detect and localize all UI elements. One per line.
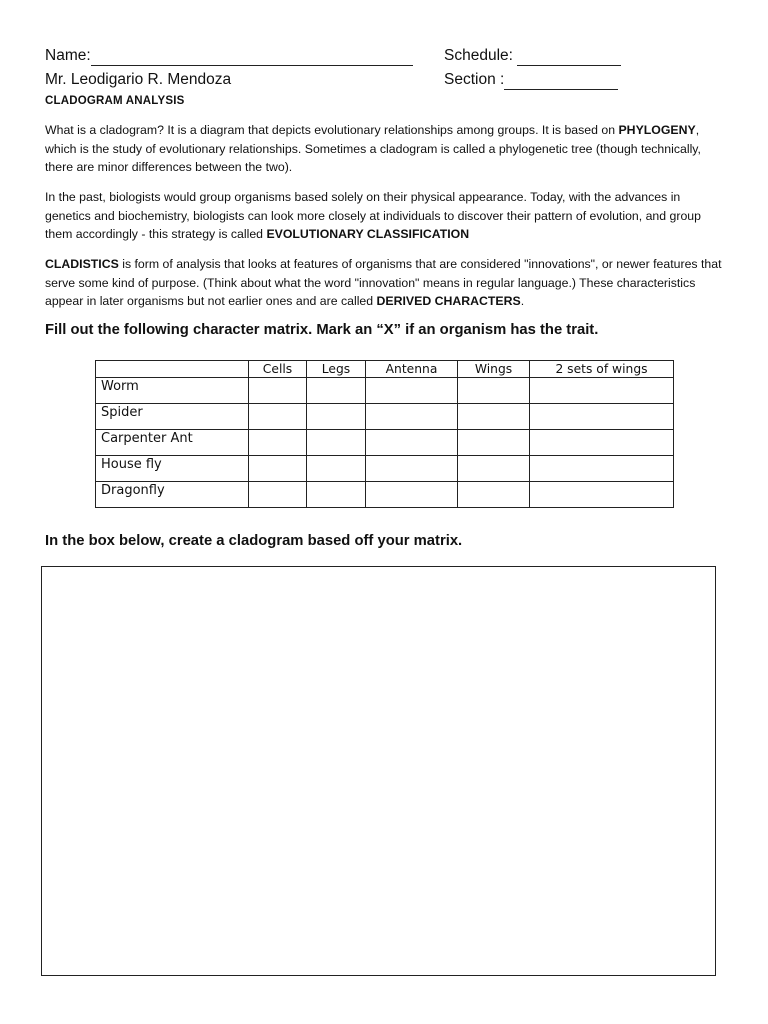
paragraph-cladogram — [45, 121, 725, 177]
matrix-cell[interactable] — [530, 378, 674, 404]
matrix-cell[interactable] — [530, 404, 674, 430]
organism-spider: Spider — [96, 404, 249, 430]
organism-dragonfly: Dragonfly — [96, 482, 249, 508]
p1-text-a: What is a cladogram? It is a diagram that depicts evolutionary relationships among groups. It is based on — [45, 123, 619, 137]
paragraph-cladistics — [45, 255, 725, 311]
p3-text-d: . — [520, 294, 525, 308]
term-cladistics: CLADISTICS — [45, 257, 119, 271]
term-evolutionary-classification: EVOLUTIONARY CLASSIFICATION — [266, 227, 470, 241]
matrix-cell[interactable] — [366, 482, 458, 508]
table-row — [96, 456, 674, 482]
matrix-cell[interactable] — [249, 430, 307, 456]
matrix-cell[interactable] — [249, 456, 307, 482]
matrix-header-row — [96, 361, 674, 378]
term-derived-characters: DERIVED CHARACTERS — [376, 294, 521, 308]
matrix-cell[interactable] — [458, 456, 530, 482]
matrix-header-cells: Cells — [249, 361, 307, 378]
table-row — [96, 482, 674, 508]
section-field[interactable] — [504, 71, 618, 90]
organism-carpenter-ant: Carpenter Ant — [96, 430, 249, 456]
table-row — [96, 404, 674, 430]
matrix-cell[interactable] — [530, 456, 674, 482]
table-row — [96, 430, 674, 456]
matrix-cell[interactable] — [366, 404, 458, 430]
matrix-cell[interactable] — [458, 404, 530, 430]
p3-text-b: is form of analysis that looks at features of organisms that are considered "innovations", or newer features that serve some kind of purpose. (Think about what the word "innovation" means in regular language.) These characteristics appear in later organisms but not earlier ones and are called — [45, 257, 722, 308]
matrix-cell[interactable] — [366, 378, 458, 404]
matrix-instruction: Fill out the following character matrix. Mark an “X” if an organism has the trait. — [45, 322, 599, 338]
matrix-cell[interactable] — [366, 430, 458, 456]
section-line — [444, 71, 618, 90]
name-label: Name: — [45, 47, 91, 64]
organism-worm: Worm — [96, 378, 249, 404]
organism-house-fly: House fly — [96, 456, 249, 482]
table-row — [96, 378, 674, 404]
matrix-cell[interactable] — [458, 430, 530, 456]
schedule-label: Schedule: — [444, 47, 513, 64]
matrix-cell[interactable] — [249, 378, 307, 404]
matrix-cell[interactable] — [530, 430, 674, 456]
schedule-field[interactable] — [517, 47, 621, 66]
p2-text-a: In the past, biologists would group organisms based solely on their physical appearance. Today, with the advances in genetics and biochemistry, biologists can look more closely at individuals to discover their pattern of evolution, and group them accordingly - this strategy is called — [45, 190, 701, 241]
matrix-header-blank — [96, 361, 249, 378]
teacher-name: Mr. Leodigario R. Mendoza — [45, 71, 232, 88]
character-matrix — [95, 360, 674, 508]
matrix-cell[interactable] — [530, 482, 674, 508]
cladogram-instruction: In the box below, create a cladogram based off your matrix. — [45, 533, 463, 549]
worksheet-title: CLADOGRAM ANALYSIS — [45, 95, 185, 107]
matrix-cell[interactable] — [458, 378, 530, 404]
section-label: Section : — [444, 71, 505, 88]
cladogram-drawing-box[interactable] — [41, 566, 716, 976]
matrix-header-legs: Legs — [307, 361, 366, 378]
name-line — [45, 47, 413, 66]
term-phylogeny: PHYLOGENY — [618, 123, 696, 137]
matrix-cell[interactable] — [307, 378, 366, 404]
matrix-header-wings: Wings — [458, 361, 530, 378]
matrix-header-antenna: Antenna — [366, 361, 458, 378]
matrix-cell[interactable] — [249, 404, 307, 430]
name-field[interactable] — [91, 47, 413, 66]
matrix-cell[interactable] — [307, 404, 366, 430]
schedule-line — [444, 47, 621, 66]
matrix-cell[interactable] — [366, 456, 458, 482]
matrix-cell[interactable] — [458, 482, 530, 508]
p1-text-c: , which is the study of evolutionary relationships. Sometimes a cladogram is called a phylogenetic tree (though technically, there are minor differences between the two). — [45, 123, 701, 174]
paragraph-classification — [45, 188, 725, 244]
matrix-cell[interactable] — [307, 430, 366, 456]
matrix-cell[interactable] — [307, 482, 366, 508]
matrix-cell[interactable] — [307, 456, 366, 482]
matrix-cell[interactable] — [249, 482, 307, 508]
matrix-header-2-sets-of-wings: 2 sets of wings — [530, 361, 674, 378]
